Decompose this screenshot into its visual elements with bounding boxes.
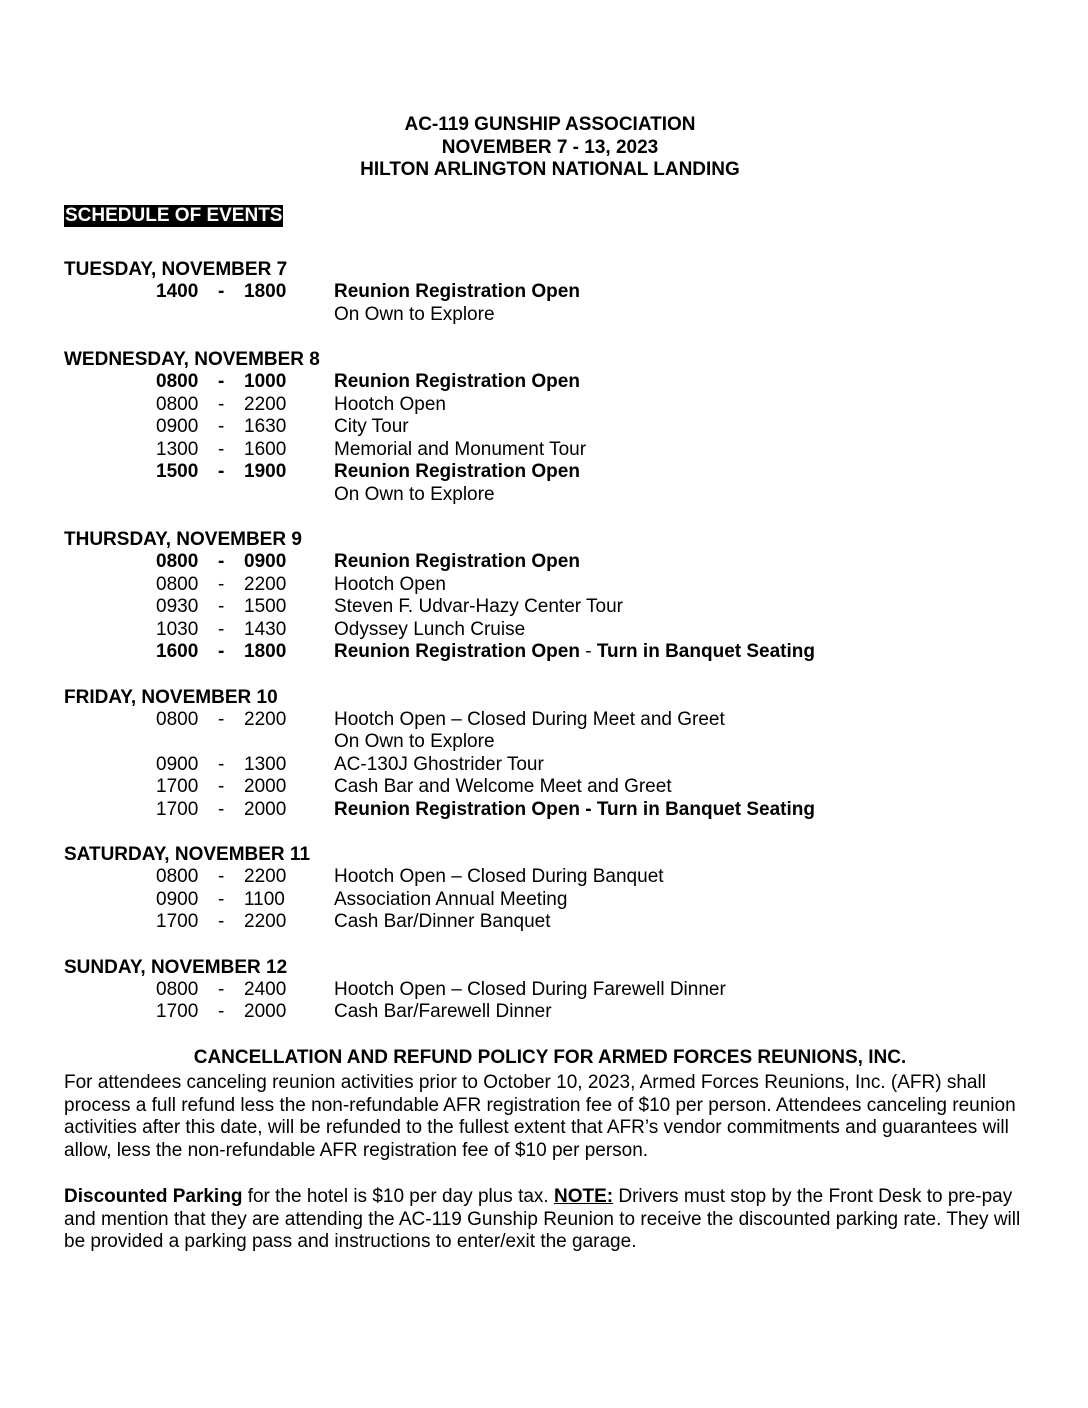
event-row — [64, 484, 1064, 507]
event-row — [64, 1001, 1064, 1024]
event-start-time: 0900 — [156, 416, 199, 437]
policy-text: For attendees canceling reunion activities prior to October 10, 2023, Armed Forces Reunions, Inc. (AFR) shall process a full refund less the non-refundable AFR registration fee of $10 per person. Attendees canceling reunion activities after this date, will be refunded to the fullest extent that AFR’s vendor commitments and guarantees will allow, less the non-refundable AFR registration fee of $10 per person. — [64, 1072, 1016, 1161]
day-section — [64, 528, 1064, 664]
time-dash: - — [218, 393, 225, 415]
event-name: AC-130J Ghostrider Tour — [334, 753, 544, 775]
day-title: THURSDAY, NOVEMBER 9 — [64, 529, 302, 550]
event-row — [64, 641, 1064, 664]
event-end-time: 2000 — [244, 776, 287, 797]
event-start-time: 0800 — [156, 393, 199, 415]
event-end-time: 1000 — [244, 371, 287, 392]
event-name: Reunion Registration Open - Turn in Banquet Seating — [334, 798, 815, 820]
event-row — [64, 281, 1064, 304]
policy-heading: CANCELLATION AND REFUND POLICY FOR ARMED FORCES REUNIONS, INC. — [193, 1047, 907, 1068]
day-section — [64, 258, 1064, 326]
time-dash: - — [218, 438, 225, 460]
event-start-time: 0800 — [156, 551, 199, 572]
event-row — [64, 709, 1064, 732]
event-start-time: 1600 — [156, 641, 199, 662]
event-start-time: 1030 — [156, 618, 199, 640]
time-dash: - — [218, 641, 225, 662]
schedule-list — [64, 258, 1064, 1046]
time-dash: - — [218, 978, 225, 1000]
event-name-separator: - — [579, 641, 597, 662]
event-start-time: 1500 — [156, 461, 199, 482]
day-title: FRIDAY, NOVEMBER 10 — [64, 686, 278, 708]
day-section — [64, 686, 1064, 822]
event-row — [64, 799, 1064, 822]
event-row — [64, 619, 1064, 642]
event-name: Hootch Open – Closed During Farewell Dinner — [334, 978, 726, 1000]
day-title: WEDNESDAY, NOVEMBER 8 — [64, 349, 320, 370]
event-name: Reunion Registration Open — [334, 281, 580, 302]
time-dash: - — [218, 596, 225, 617]
event-end-time: 2200 — [244, 866, 287, 887]
time-dash: - — [218, 1001, 225, 1022]
event-start-time: 1300 — [156, 438, 199, 460]
event-name: On Own to Explore — [334, 303, 495, 325]
event-row — [64, 304, 1064, 327]
event-name: City Tour — [334, 416, 409, 437]
day-section — [64, 843, 1064, 934]
parking-paragraph — [64, 1186, 1040, 1254]
event-name: Memorial and Monument Tour — [334, 438, 587, 460]
day-section — [64, 348, 1064, 506]
association-name: AC-119 GUNSHIP ASSOCIATION — [404, 114, 696, 135]
event-end-time: 2200 — [244, 911, 287, 932]
event-end-time: 1800 — [244, 641, 287, 662]
event-row — [64, 416, 1064, 439]
time-dash: - — [218, 911, 225, 932]
event-name: On Own to Explore — [334, 731, 495, 752]
event-end-time: 2000 — [244, 1001, 287, 1022]
event-start-time: 0900 — [156, 888, 199, 910]
time-dash: - — [218, 371, 225, 392]
schedule-heading: SCHEDULE OF EVENTS — [65, 205, 283, 226]
time-dash: - — [218, 798, 225, 820]
event-end-time: 2200 — [244, 708, 287, 730]
event-end-time: 1300 — [244, 753, 287, 775]
event-row — [64, 551, 1064, 574]
parking-text-2: Drivers must stop by the Front Desk to pre-pay and mention that they are attending the AC-119 Gunship Reunion to receive the discounted parking rate. They will be provided a parking pass and instructions to enter/exit the garage. — [64, 1186, 1021, 1252]
event-name — [334, 641, 815, 664]
event-end-time: 1100 — [244, 888, 285, 910]
event-row — [64, 731, 1064, 754]
time-dash: - — [218, 551, 225, 572]
event-name: Hootch Open — [334, 393, 446, 415]
event-start-time: 0800 — [156, 573, 199, 595]
time-dash: - — [218, 866, 225, 887]
event-end-time: 2000 — [244, 798, 287, 820]
event-row — [64, 911, 1064, 934]
event-start-time: 0900 — [156, 753, 199, 775]
event-end-time: 1500 — [244, 596, 287, 617]
event-start-time: 1700 — [156, 911, 199, 932]
event-name: Hootch Open – Closed During Meet and Greet — [334, 708, 725, 730]
event-name: Association Annual Meeting — [334, 888, 568, 910]
document-header — [0, 114, 1088, 182]
event-name: On Own to Explore — [334, 483, 495, 505]
event-start-time: 0800 — [156, 978, 199, 1000]
parking-text-1: for the hotel is $10 per day plus tax. — [242, 1186, 554, 1207]
event-end-time: 2400 — [244, 978, 287, 1000]
event-start-time: 0930 — [156, 596, 199, 617]
event-start-time: 0800 — [156, 708, 199, 730]
event-row — [64, 439, 1064, 462]
event-dates: NOVEMBER 7 - 13, 2023 — [441, 136, 659, 158]
day-title: TUESDAY, NOVEMBER 7 — [64, 259, 288, 280]
event-end-time: 1900 — [244, 461, 287, 482]
event-name-part-2: Turn in Banquet Seating — [596, 641, 815, 662]
event-start-time: 1700 — [156, 798, 199, 820]
event-row — [64, 596, 1064, 619]
event-start-time: 0800 — [156, 866, 199, 887]
time-dash: - — [218, 461, 225, 482]
event-row — [64, 889, 1064, 912]
event-name: Hootch Open — [334, 573, 446, 595]
event-end-time: 1630 — [244, 416, 287, 437]
event-name: Reunion Registration Open — [334, 551, 580, 572]
day-title: SUNDAY, NOVEMBER 12 — [64, 956, 288, 978]
event-end-time: 2200 — [244, 573, 287, 595]
event-name: Reunion Registration Open — [334, 461, 580, 482]
day-title: SATURDAY, NOVEMBER 11 — [64, 844, 311, 865]
event-end-time: 2200 — [244, 393, 287, 415]
event-start-time: 1700 — [156, 1001, 199, 1022]
event-end-time: 1600 — [244, 438, 287, 460]
time-dash: - — [218, 281, 225, 302]
event-row — [64, 371, 1064, 394]
parking-lead: Discounted Parking — [64, 1186, 243, 1207]
time-dash: - — [218, 753, 225, 775]
event-row — [64, 754, 1064, 777]
event-name: Steven F. Udvar-Hazy Center Tour — [334, 596, 623, 617]
event-row — [64, 866, 1064, 889]
event-start-time: 1700 — [156, 776, 199, 797]
event-start-time: 1400 — [156, 281, 199, 302]
event-name: Reunion Registration Open — [334, 371, 580, 392]
event-row — [64, 979, 1064, 1002]
time-dash: - — [218, 776, 225, 797]
event-end-time: 1430 — [244, 618, 287, 640]
event-row — [64, 461, 1064, 484]
event-name: Hootch Open – Closed During Banquet — [334, 866, 664, 887]
event-name: Odyssey Lunch Cruise — [334, 618, 526, 640]
time-dash: - — [218, 888, 225, 910]
event-row — [64, 394, 1064, 417]
event-name: Cash Bar/Dinner Banquet — [334, 911, 551, 932]
time-dash: - — [218, 708, 225, 730]
event-row — [64, 574, 1064, 597]
event-name-part-1: Reunion Registration Open — [334, 641, 580, 662]
time-dash: - — [218, 618, 225, 640]
event-start-time: 0800 — [156, 371, 199, 392]
event-end-time: 1800 — [244, 281, 287, 302]
time-dash: - — [218, 416, 225, 437]
event-row — [64, 776, 1064, 799]
event-name: Cash Bar/Farewell Dinner — [334, 1001, 552, 1022]
time-dash: - — [218, 573, 225, 595]
event-end-time: 0900 — [244, 551, 287, 572]
day-section — [64, 956, 1064, 1024]
event-name: Cash Bar and Welcome Meet and Greet — [334, 776, 672, 797]
parking-note-label: NOTE: — [554, 1186, 614, 1207]
venue-name: HILTON ARLINGTON NATIONAL LANDING — [360, 159, 740, 180]
